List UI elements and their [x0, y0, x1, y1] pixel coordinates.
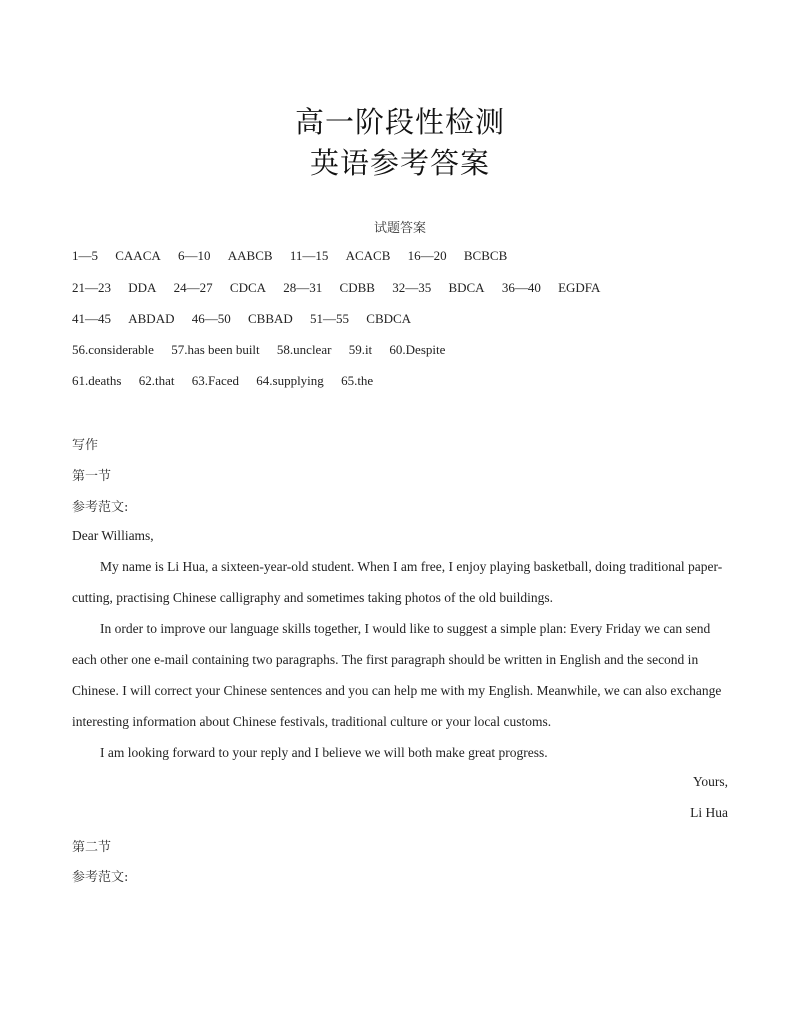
cloze-answer: 61.deaths — [72, 373, 122, 388]
answer-group: EGDFA — [558, 280, 601, 295]
range-label: 51—55 — [310, 311, 350, 326]
answer-group: BDCA — [448, 280, 485, 295]
essay-paragraph: My name is Li Hua, a sixteen-year-old student. When I am free, I enjoy playing basketball, doing traditional paper-cutting, practising Chinese calligraphy and sometimes taking photos of the old buildings. — [72, 559, 723, 605]
range-label: 41—45 — [72, 311, 111, 326]
answer-group: CAACA — [115, 248, 161, 263]
range-label: 6—10 — [178, 248, 211, 263]
answer-group: CDCA — [229, 280, 267, 295]
cloze-answer: 64.supplying — [256, 373, 324, 388]
range-label: 21—23 — [72, 280, 111, 295]
cloze-answer: 63.Faced — [191, 373, 240, 388]
answer-group: CBDCA — [366, 311, 412, 326]
answer-group: CBBAD — [247, 311, 293, 326]
cloze-row-1 — [72, 342, 445, 358]
sample-label: 参考范文: — [72, 500, 129, 515]
answer-row-3 — [72, 311, 411, 327]
range-label: 11—15 — [289, 248, 329, 263]
range-label: 36—40 — [501, 280, 541, 295]
range-label: 28—31 — [283, 280, 323, 295]
answer-group: BCBCB — [463, 248, 508, 263]
sample-label-2: 参考范文: — [72, 870, 129, 885]
range-label: 1—5 — [72, 248, 98, 263]
range-label: 46—50 — [191, 311, 231, 326]
answer-group: DDA — [128, 280, 157, 295]
essay-paragraph: In order to improve our language skills together, I would like to suggest a simple plan: Every Friday we can send each other one e-mail containing two paragraphs. The first paragraph should be written in English and the second in Chinese. I will correct your Chinese sentences and you can help me with my English. Meanwhile, we can also exchange interesting information about Chinese festivals, traditional culture or your local customs. — [72, 621, 722, 729]
cloze-answer: 57.has been built — [171, 342, 260, 357]
answer-group: AABCB — [227, 248, 273, 263]
writing-heading: 写作 — [72, 438, 99, 453]
cloze-answer: 59.it — [348, 342, 373, 357]
range-label: 16—20 — [407, 248, 447, 263]
cloze-answer: 65.the — [341, 373, 374, 388]
essay-signature: Li Hua — [690, 805, 728, 820]
cloze-answer: 60.Despite — [389, 342, 446, 357]
cloze-answer: 56.considerable — [72, 342, 154, 357]
answer-group: ABDAD — [128, 311, 175, 326]
range-label: 32—35 — [392, 280, 432, 295]
section-two-heading: 第二节 — [72, 840, 112, 855]
answer-group: ACACB — [345, 248, 391, 263]
answers-heading: 试题答案 — [373, 221, 426, 236]
answer-row-1 — [72, 248, 507, 264]
page-subtitle: 英语参考答案 — [309, 146, 490, 180]
essay-greeting: Dear Williams, — [72, 528, 154, 543]
answer-row-2 — [72, 280, 600, 296]
page-title: 高一阶段性检测 — [294, 105, 505, 139]
cloze-answer: 62.that — [138, 373, 175, 388]
range-label: 24—27 — [173, 280, 213, 295]
cloze-answer: 58.unclear — [276, 342, 332, 357]
sample-essay — [72, 520, 732, 768]
essay-closing: Yours, — [692, 774, 728, 789]
cloze-row-2 — [72, 373, 373, 389]
essay-paragraph: I am looking forward to your reply and I believe we will both make great progress. — [100, 745, 548, 760]
answer-group: CDBB — [339, 280, 375, 295]
section-one-heading: 第一节 — [72, 469, 112, 484]
